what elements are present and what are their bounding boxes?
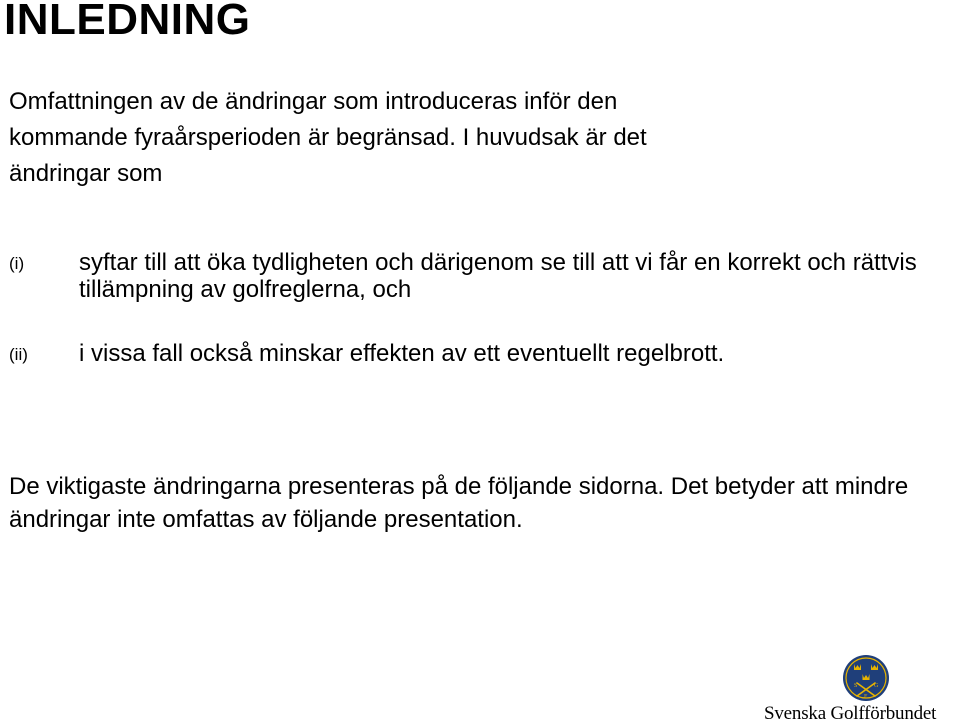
federation-emblem-icon — [840, 654, 892, 702]
page-title: INLEDNING — [4, 0, 251, 44]
intro-paragraph: Omfattningen av de ändringar som introduceras inför den kommande fyraårsperioden är begränsad. I huvudsak är det ändringar som — [9, 88, 647, 187]
emblem-letter: G — [874, 683, 879, 689]
list-item-text: syftar till att öka tydligheten och därigenom se till att vi får en korrekt och rättvis tillämpning av golfreglerna, och — [79, 249, 917, 303]
closing-paragraph: De viktigaste ändringarna presenteras på de följande sidorna. Det betyder att mindre ändringar inte omfattas av följande presentation. — [9, 473, 909, 533]
emblem-letter: S — [854, 683, 858, 689]
list-item-text: i vissa fall också minskar effekten av ett eventuellt regelbrott. — [79, 340, 725, 367]
list-item-marker: (ii) — [9, 345, 28, 364]
emblem-letter: F — [864, 694, 868, 700]
list-item-marker: (i) — [9, 254, 25, 273]
organization-name: Svenska Golfförbundet — [764, 703, 937, 724]
organization-logo — [764, 654, 960, 727]
